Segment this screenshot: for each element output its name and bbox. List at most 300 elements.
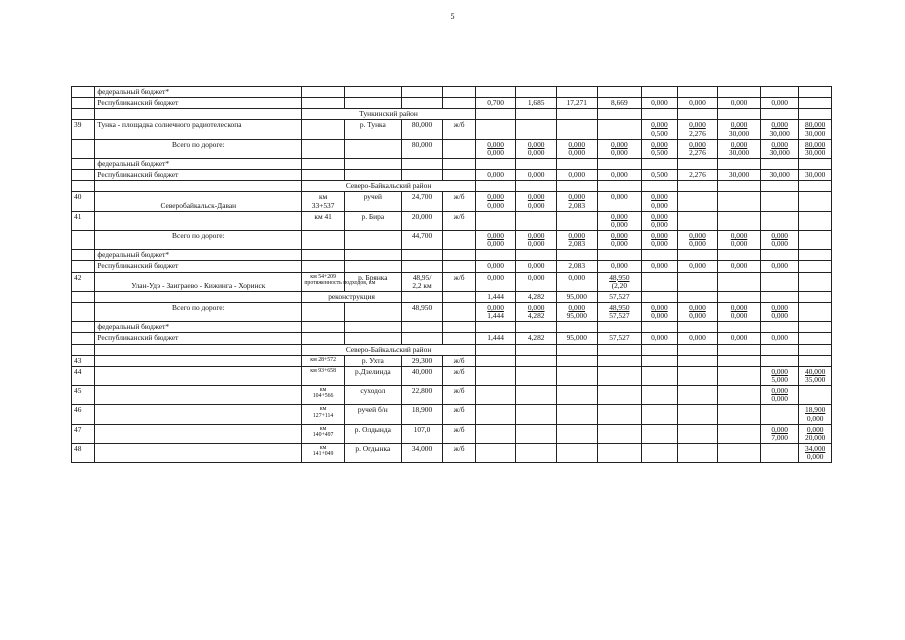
table-cell [302, 181, 475, 192]
cell-value [478, 88, 514, 96]
table-cell [718, 87, 761, 98]
cell-value: 18,900 [411, 405, 433, 415]
cell-value [600, 323, 640, 331]
cell-value [404, 171, 441, 179]
cell-value-second-line: 57,527 [609, 311, 630, 321]
cell-value: 80,000 [411, 139, 433, 149]
table-cell [556, 170, 597, 181]
cell-value: 0,000 [771, 139, 788, 149]
cell-value: 30,000 [769, 170, 790, 180]
cell-value [680, 357, 716, 365]
cell-value: 29,300 [411, 355, 433, 365]
table-cell [642, 87, 678, 98]
cell-value [347, 88, 399, 96]
table-cell [556, 98, 597, 109]
table-cell [401, 261, 443, 272]
table-cell [642, 291, 678, 302]
cell-value: 2,083 [568, 261, 586, 271]
table-cell [677, 250, 718, 261]
table-cell [677, 181, 718, 192]
table-cell [516, 443, 557, 462]
cell-value [445, 251, 472, 259]
table-cell [799, 322, 832, 333]
table-cell [556, 386, 597, 405]
cell-value [518, 110, 554, 118]
cell-value: 0,000 [689, 139, 706, 149]
table-cell [475, 98, 516, 109]
table-cell [597, 158, 642, 169]
cell-value: 0,000 [806, 424, 824, 434]
table-cell [475, 139, 516, 158]
table-cell [401, 87, 443, 98]
cell-value: 22,800 [411, 386, 433, 396]
table-cell [556, 291, 597, 302]
table-cell [344, 424, 401, 443]
table-cell [760, 120, 799, 139]
cell-value: 0,000 [771, 333, 788, 343]
table-cell [760, 261, 799, 272]
cell-value [304, 88, 342, 96]
cell-value [478, 121, 514, 129]
table-cell [718, 344, 761, 355]
table-cell [95, 120, 302, 139]
cell-value: 0,000 [611, 139, 628, 149]
table-cell [799, 344, 832, 355]
cell-value: 0,000 [730, 120, 748, 130]
cell-value: Республиканский бюджет [97, 261, 179, 271]
cell-value [763, 274, 797, 282]
cell-value: 1,444 [487, 333, 504, 343]
cell-value: 95,000 [566, 333, 587, 343]
cell-value: р. Олдында [354, 424, 391, 434]
table-cell [760, 158, 799, 169]
table-cell [597, 272, 642, 291]
cell-value [518, 387, 554, 395]
table-body [72, 87, 832, 463]
table-cell [718, 302, 761, 321]
table-cell [556, 333, 597, 344]
table-cell [443, 366, 475, 385]
cell-value: 34,000 [411, 443, 433, 453]
table-cell [760, 443, 799, 462]
cell-value [680, 160, 716, 168]
table-cell [799, 250, 832, 261]
cell-value [478, 406, 514, 414]
table-cell [677, 192, 718, 211]
table-cell [302, 443, 345, 462]
table-cell [799, 109, 832, 120]
table-cell [677, 98, 718, 109]
cell-value [97, 182, 299, 190]
cell-value-second-line: 0,000 [771, 394, 788, 404]
table-cell [597, 230, 642, 249]
cell-value [518, 445, 554, 453]
table-cell [556, 261, 597, 272]
table-cell [718, 120, 761, 139]
cell-value [720, 293, 758, 301]
table-cell [401, 192, 443, 211]
cell-value [600, 387, 640, 395]
table-cell [302, 250, 345, 261]
cell-value-second-line: 95,000 [566, 311, 587, 321]
table-cell [401, 355, 443, 366]
cell-value-second-line: 7,000 [771, 432, 788, 442]
cell-value [680, 213, 716, 221]
cell-value [720, 160, 758, 168]
table-cell [516, 87, 557, 98]
table-cell [516, 333, 557, 344]
table-cell [597, 87, 642, 98]
table-cell [475, 181, 516, 192]
cell-value: р. Бира [361, 211, 385, 221]
table-cell [718, 250, 761, 261]
cell-value [680, 274, 716, 282]
table-cell [401, 322, 443, 333]
cell-value [559, 182, 595, 190]
table-row [72, 355, 832, 366]
cell-value [74, 323, 92, 331]
table-cell [516, 386, 557, 405]
cell-value: 0,000 [611, 261, 628, 271]
table-cell [72, 443, 95, 462]
cell-value [304, 334, 342, 342]
cell-value-second-line: 0,000 [527, 239, 545, 249]
table-cell [95, 158, 302, 169]
cell-value: 0,000 [487, 272, 504, 282]
cell-value: 43 [74, 355, 82, 365]
cell-value [518, 251, 554, 259]
table-cell [516, 250, 557, 261]
cell-value [763, 182, 797, 190]
table-cell [597, 344, 642, 355]
table-row [72, 250, 832, 261]
table-cell [556, 443, 597, 462]
cell-value-second-line: 0,000 [527, 147, 545, 157]
cell-value [763, 213, 797, 221]
table-cell [760, 170, 799, 181]
cell-value [801, 346, 829, 354]
cell-value: км 41 [314, 211, 332, 221]
cell-value [304, 251, 342, 259]
table-cell [556, 87, 597, 98]
cell-value [763, 251, 797, 259]
cell-value-second-line: Северобайкальск-Даван [160, 200, 237, 210]
cell-value: 0,000 [527, 192, 545, 202]
table-cell [642, 192, 678, 211]
table-cell [642, 366, 678, 385]
table-cell [718, 230, 761, 249]
cell-value [559, 251, 595, 259]
table-cell [401, 366, 443, 385]
cell-value: реконструкция [328, 291, 375, 301]
table-cell [760, 181, 799, 192]
table-cell [516, 405, 557, 424]
cell-value: ж/б [453, 192, 465, 202]
table-cell [443, 211, 475, 230]
cell-value [74, 232, 92, 240]
table-cell [799, 333, 832, 344]
table-cell [302, 120, 345, 139]
table-cell [760, 230, 799, 249]
cell-value [801, 334, 829, 342]
cell-value-second-line: 0,000 [689, 311, 706, 321]
cell-value [559, 213, 595, 221]
cell-value [720, 346, 758, 354]
table-cell [597, 192, 642, 211]
table-cell [443, 170, 475, 181]
table-cell [401, 139, 443, 158]
cell-value: 0,000 [771, 366, 788, 376]
table-cell [799, 181, 832, 192]
table-cell [72, 98, 95, 109]
cell-value [600, 160, 640, 168]
table-cell [95, 424, 302, 443]
cell-value [644, 251, 675, 259]
cell-value [74, 182, 92, 190]
table-cell [95, 250, 302, 261]
table-cell [760, 98, 799, 109]
cell-value [478, 387, 514, 395]
table-cell [475, 261, 516, 272]
cell-value [445, 171, 472, 179]
table-cell [95, 109, 302, 120]
cell-value-second-line: 0,000 [487, 200, 504, 210]
cell-value [97, 213, 299, 221]
cell-value: Всего по дороге: [172, 230, 225, 240]
budget-table [71, 86, 832, 463]
table-cell [516, 181, 557, 192]
table-cell [799, 261, 832, 272]
cell-value [644, 368, 675, 376]
table-row [72, 120, 832, 139]
table-cell [72, 192, 95, 211]
table-cell [72, 302, 95, 321]
cell-value: ж/б [453, 211, 465, 221]
table-cell [475, 291, 516, 302]
cell-value-second-line: 35,000 [805, 374, 826, 384]
table-cell [443, 192, 475, 211]
cell-value [518, 160, 554, 168]
cell-value [445, 293, 472, 301]
cell-value-second-line: протяженность подходов, км [304, 279, 376, 286]
cell-value [74, 251, 92, 259]
table-cell [677, 443, 718, 462]
cell-value: 46 [74, 405, 82, 415]
table-row [72, 333, 832, 344]
cell-value: 0,000 [689, 98, 706, 108]
cell-value [763, 110, 797, 118]
table-cell [443, 250, 475, 261]
table-cell [443, 302, 475, 321]
cell-value: 0,000 [487, 261, 504, 271]
table-cell [401, 443, 443, 462]
table-cell [516, 366, 557, 385]
cell-value: 0,000 [771, 120, 788, 130]
cell-value: 39 [74, 120, 82, 130]
cell-value [763, 357, 797, 365]
cell-value: 8,669 [611, 98, 628, 108]
table-cell [95, 355, 302, 366]
cell-value [404, 323, 441, 331]
table-cell [475, 386, 516, 405]
cell-value [347, 262, 399, 270]
cell-value [680, 110, 716, 118]
cell-value [600, 406, 640, 414]
cell-value [559, 160, 595, 168]
table-cell [95, 344, 302, 355]
table-cell [799, 170, 832, 181]
cell-value: 34,000 [805, 443, 826, 453]
cell-value: федеральный бюджет* [97, 250, 170, 260]
table-cell [718, 139, 761, 158]
cell-value [404, 251, 441, 259]
table-cell [516, 344, 557, 355]
cell-value [644, 274, 675, 282]
table-cell [344, 158, 401, 169]
cell-value [559, 368, 595, 376]
cell-value [478, 182, 514, 190]
table-row [72, 230, 832, 249]
cell-value [445, 323, 472, 331]
cell-value [644, 293, 675, 301]
cell-value-second-line: 0,000 [651, 219, 668, 229]
table-cell [72, 230, 95, 249]
cell-value [445, 262, 472, 270]
table-cell [475, 120, 516, 139]
table-cell [72, 211, 95, 230]
table-cell [95, 302, 302, 321]
cell-value [347, 160, 399, 168]
table-cell [475, 333, 516, 344]
cell-value [720, 110, 758, 118]
table-cell [760, 192, 799, 211]
cell-value [304, 141, 342, 149]
cell-value-second-line: 30,000 [769, 128, 790, 138]
cell-value-second-line: 20,000 [805, 432, 826, 442]
table-cell [516, 139, 557, 158]
cell-value [644, 387, 675, 395]
cell-value: 0,700 [487, 98, 504, 108]
cell-value [763, 293, 797, 301]
table-cell [642, 333, 678, 344]
cell-value [347, 99, 399, 107]
cell-value: Всего по дороге: [172, 139, 225, 149]
cell-value [74, 110, 92, 118]
cell-value: 0,000 [651, 120, 668, 130]
table-cell [556, 366, 597, 385]
table-cell [475, 230, 516, 249]
table-cell [516, 192, 557, 211]
table-cell [642, 98, 678, 109]
table-cell [677, 261, 718, 272]
table-row [72, 322, 832, 333]
cell-value: 0,000 [487, 139, 504, 149]
table-cell [642, 181, 678, 192]
cell-value [304, 304, 342, 312]
table-cell [799, 424, 832, 443]
cell-value: 48,950 [609, 302, 630, 312]
cell-value: 4,282 [527, 333, 545, 343]
table-cell [344, 405, 401, 424]
table-cell [475, 366, 516, 385]
table-cell [475, 192, 516, 211]
table-cell [677, 424, 718, 443]
cell-value-second-line: 0,000 [651, 200, 668, 210]
cell-value: 57,527 [609, 333, 630, 343]
table-cell [302, 170, 345, 181]
cell-value [404, 160, 441, 168]
table-cell [443, 355, 475, 366]
cell-value: ручей [363, 192, 382, 202]
cell-value-second-line: 0,000 [730, 311, 748, 321]
table-cell [475, 211, 516, 230]
cell-value-second-line: 0,500 [651, 147, 668, 157]
cell-value-second-line: 30,000 [728, 128, 750, 138]
table-cell [302, 366, 345, 385]
cell-value [404, 99, 441, 107]
cell-value [478, 346, 514, 354]
cell-value [559, 445, 595, 453]
table-cell [443, 322, 475, 333]
cell-value: 48,950 [609, 272, 630, 282]
table-cell [302, 139, 345, 158]
cell-value: 107,0 [413, 424, 431, 434]
table-cell [677, 322, 718, 333]
cell-value: 0,000 [771, 424, 788, 434]
table-cell [72, 355, 95, 366]
cell-value-second-line: (2,20 [611, 280, 628, 290]
table-cell [556, 302, 597, 321]
cell-value: 47 [74, 424, 82, 434]
cell-value-second-line: 0,000 [611, 239, 628, 249]
table-cell [95, 443, 302, 462]
table-cell [718, 181, 761, 192]
cell-value [680, 426, 716, 434]
table-cell [799, 87, 832, 98]
cell-value [404, 334, 441, 342]
table-cell [302, 87, 345, 98]
cell-value: 0,000 [527, 261, 545, 271]
cell-value: км [319, 387, 327, 394]
cell-value: км [319, 425, 327, 432]
cell-value [478, 445, 514, 453]
table-cell [677, 355, 718, 366]
cell-value [404, 262, 441, 270]
table-cell [95, 139, 302, 158]
table-cell [72, 386, 95, 405]
table-cell [302, 109, 475, 120]
table-cell [443, 386, 475, 405]
cell-value: км [319, 444, 327, 451]
table-cell [597, 386, 642, 405]
cell-value: федеральный бюджет* [97, 322, 170, 332]
cell-value: км 54+209 [310, 273, 336, 280]
cell-value: км 28+572 [310, 356, 336, 363]
table-cell [516, 158, 557, 169]
cell-value [763, 323, 797, 331]
cell-value [801, 293, 829, 301]
cell-value [720, 251, 758, 259]
table-cell [642, 230, 678, 249]
table-cell [401, 250, 443, 261]
table-cell [72, 250, 95, 261]
table-cell [760, 109, 799, 120]
table-row [72, 405, 832, 424]
table-cell [401, 120, 443, 139]
table-cell [475, 355, 516, 366]
cell-value-second-line: 30,000 [805, 147, 826, 157]
cell-value [720, 445, 758, 453]
